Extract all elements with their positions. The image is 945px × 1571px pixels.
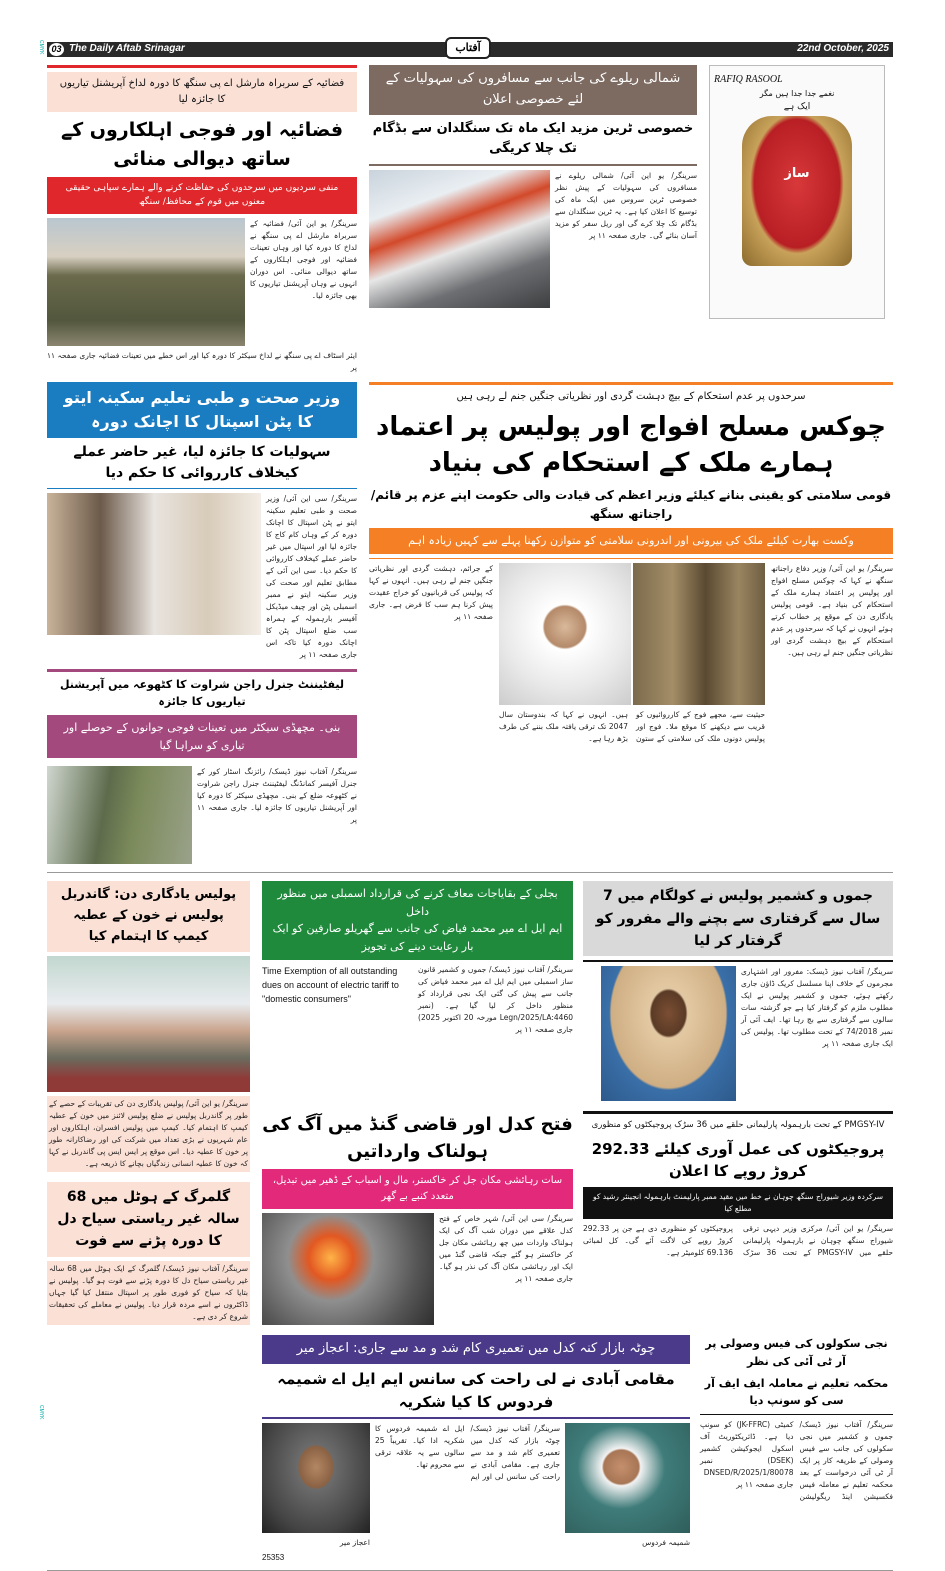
print-mark: CMYK bbox=[38, 40, 44, 55]
blood-body: سرینگر/ یو این آئی/ پولیس یادگاری دن کی تقریبات کے حصے کے طور پر گاندربل پولیس نے ضلع پولیس لائنز میں خون کے عطیہ کیمپ کا اہتمام کیا۔ کیمپ میں پولیس افسران، اہلکاروں اور عام شہریوں نے بڑی تعداد میں شرکت کی اور رضاکارانہ طور پر خون کا عطیہ دیا۔ اس موقع پر ایس ایس پی گاندربل نے کہا کہ خون کا عطیہ انسانی زندگیاں بچانے کا ذریعہ ہے۔ bbox=[47, 1096, 250, 1172]
divider bbox=[47, 488, 357, 489]
chattabal-subheadline: مقامی آبادی نے لی راحت کی سانس ایم ایل اے شمیمہ فردوس کا کیا شکریہ bbox=[277, 1370, 675, 1411]
fire-photo bbox=[262, 1213, 434, 1325]
electricity-subheadline: ایم ایل اے میر محمد فیاض کی جانب سے گھریلو صارفین کو ایک بار رعایت دینے کی تجویز bbox=[272, 922, 563, 953]
main-story bbox=[369, 382, 893, 745]
airforce-headline: فضائیہ اور فوجی اہلکاروں کے ساتھ دیوالی منائی bbox=[60, 119, 344, 170]
fire-body: سرینگر/ سی این آئی/ شہر خاص کے فتح کدل علاقے میں دوران شب آگ کی ایک ہولناک واردات میں چھ رہائشی مکان جل کر خاکستر ہو گئے جبکہ قاضی گنڈ میں ایک اور رہائشی مکان آگ کی نذر ہو گیا۔ جاری صفحہ ۱۱ پر bbox=[439, 1214, 573, 1284]
ajaz-mir-figure bbox=[262, 1423, 370, 1562]
divider bbox=[700, 1414, 893, 1415]
divider bbox=[369, 558, 893, 559]
parade-photo bbox=[633, 563, 765, 705]
airforce-body: سرینگر/ یو این آئی/ فضائیہ کے سربراہ مارشل اے پی سنگھ نے لداخ کا دورہ کیا اور وہاں تعینات فضائیہ اور فوجی اہلکاروں کے ساتھ دیوالی منائی۔ اس دوران انہوں نے وہاں آپریشنل تیاریوں کا بھی جائزہ لیا۔ bbox=[250, 218, 357, 300]
electricity-story bbox=[262, 881, 573, 1035]
hospital-subheadline: سہولیات کا جائزہ لیا، غیر حاضر عملے کیخلاف کارروائی کا حکم دیا bbox=[73, 443, 331, 481]
main-content bbox=[369, 563, 893, 745]
bottom-row-a bbox=[262, 881, 893, 1101]
hospital-photo bbox=[47, 493, 261, 635]
schools-kicker: نجی سکولوں کی فیس وصولی پر آر ٹی آئی کی نظر bbox=[705, 1337, 888, 1368]
main-headline: چوکس مسلح افواج اور پولیس پر اعتماد ہمارے ملک کے استحکام کی بنیاد bbox=[375, 411, 886, 479]
railway-headline: شمالی ریلوے کی جانب سے مسافروں کی سہولیات کے لئے خصوصی اعلان bbox=[369, 65, 697, 115]
schools-body: سرینگر/ آفتاب نیوز ڈیسک/ جموں و کشمیر میں نجی سکولوں کی جانب سے فیس وصولی کے طریقہ کار پر ایک آر ٹی آئی درخواست کے بعد محکمہ تعلیم نے معاملہ فیس فکسیشن اینڈ ریگولیشن کمیٹی (JK-FFRC) کو سونپ دیا ہے۔ ڈائریکٹوریٹ آف اسکول ایجوکیشن کشمیر (DSEK) نمبر 1/80078/DNSED/R/2025 جاری صفحہ ۱۱ پر bbox=[700, 1419, 893, 1501]
general-photo bbox=[47, 766, 192, 864]
electricity-headline-box bbox=[262, 881, 573, 959]
fire-strap: سات رہائشی مکان جل کر خاکستر، مال و اسباب کے ڈھیر میں تبدیل، متعدد کنبے بے گھر bbox=[262, 1169, 573, 1209]
editorial-cartoon bbox=[709, 65, 885, 319]
bottom-row-c bbox=[262, 1335, 893, 1562]
main-center bbox=[499, 563, 765, 745]
row-top bbox=[47, 65, 893, 374]
cartoon-caption-top: نغمے جدا جدا ہیں مگر bbox=[759, 89, 835, 98]
general-headline: لیفٹیننٹ جنرل راجن شراوت کا کٹھوعہ میں آپریشنل تیاریوں کا جائزہ bbox=[59, 677, 345, 709]
gulmarg-body: سرینگر/ آفتاب نیوز ڈیسک/ گلمرگ کے ایک ہوٹل میں 68 سالہ غیر ریاستی سیاح دل کا دورہ پڑنے سے فوت ہو گیا۔ پولیس نے بتایا کہ سیاح کو فوری طور پر اسپتال منتقل کیا گیا جہاں ڈاکٹروں نے اسے مردہ قرار دیا۔ پولیس نے معاملے کی تحقیقات شروع کر دی ہے۔ bbox=[47, 1261, 250, 1325]
print-mark-bottom: CMYK bbox=[38, 1405, 44, 1420]
page-number: 03 bbox=[49, 43, 64, 56]
left-middle-column bbox=[47, 382, 357, 864]
airforce-story bbox=[47, 65, 357, 374]
divider bbox=[47, 669, 357, 672]
row-middle bbox=[47, 382, 893, 864]
electricity-content bbox=[262, 964, 573, 1036]
cartoon-caption-word: ساز bbox=[784, 166, 810, 181]
airforce-caption: ایئر اسٹاف اے پی سنگھ نے لداخ سیکٹر کا دورہ کیا اور اس خطے میں تعینات فضائیہ جاری صفحہ ۱۱ پر bbox=[47, 350, 357, 372]
airforce-kicker: فضائیہ کے سربراہ مارشل اے پی سنگھ کا دورہ لداخ آپریشنل تیاریوں کا جائزہ لیا bbox=[47, 72, 357, 112]
railway-photo bbox=[369, 170, 550, 308]
main-body-col3: کے جرائم، دہشت گردی اور نظریاتی جنگیں جنم لے رہی ہیں۔ انہوں نے کہا کہ پولیس کی قربانیوں کو خراج عقیدت پیش کرنا ہم سب کا فرض ہے۔ جاری صفحہ ۱۱ پر bbox=[369, 563, 493, 621]
chattabal-body: سرینگر/ آفتاب نیوز ڈیسک/ چوٹہ بازار کنہ کدل میں تعمیری کام شد و مد سے جاری ہے۔ مقامی آبادی نے راحت کی سانس لی اور ایم ایل اے شمیمہ فردوس کا شکریہ ادا کیا۔ تقریباً 25 سالوں سے یہ علاقہ ترقی سے محروم تھا۔ bbox=[375, 1424, 560, 1482]
blood-headline: پولیس یادگاری دن: گاندربل پولیس نے خون کے عطیہ کیمپ کا اہتمام کیا bbox=[47, 881, 250, 951]
electricity-body: سرینگر/ آفتاب نیوز ڈیسک/ جموں و کشمیر قانون ساز اسمبلی میں ایم ایل اے میر محمد فیاض کی جانب سے پیش کی گئی ایک نجی قرارداد کو منظور داخل کر لیا گیا ہے۔ (نمبر Legn/2025/LA:4460 مورخہ 20 اکتوبر 2025) جاری صفحہ ۱۱ پر bbox=[418, 964, 573, 1034]
railway-body: سرینگر/ یو این آئی/ شمالی ریلوے نے مسافروں کی سہولیات کے پیش نظر خصوصی ٹرین سروس میں ایک ماہ کی توسیع کا اعلان کیا ہے۔ یہ ٹرین سنگلدان سے بڈگام تک چلا کرے گی اور ریل سفر کو مزید آسان بنائے گی۔ جاری صفحہ ۱۱ پر bbox=[555, 171, 697, 241]
arrest-photo bbox=[601, 966, 736, 1101]
chattabal-photo-caption-1: اعجاز میر bbox=[339, 1538, 370, 1548]
fire-headline: فتح کدل اور قاضی گنڈ میں آگ کی ہولناک وارداتیں bbox=[262, 1114, 573, 1163]
chattabal-story bbox=[262, 1335, 690, 1562]
railway-content bbox=[369, 170, 697, 308]
cartoonist-signature: RAFIQ RASOOL bbox=[714, 74, 783, 85]
divider bbox=[47, 872, 893, 873]
airforce-photo bbox=[47, 218, 245, 346]
main-kicker: سرحدوں پر عدم استحکام کے بیچ دہشت گردی اور نظریاتی جنگیں جنم لے رہی ہیں bbox=[456, 390, 806, 402]
rajnath-photo bbox=[499, 563, 631, 705]
hospital-headline: وزیر صحت و طبی تعلیم سکینہ ایتو کا پٹن اسپتال کا اچانک دورہ bbox=[47, 382, 357, 438]
divider bbox=[47, 65, 357, 68]
throne-icon bbox=[742, 116, 852, 266]
cartoon-caption-bottom: ایک ہے bbox=[783, 102, 811, 112]
main-subheadline: قومی سلامتی کو یقینی بنانے کیلئے وزیر اعظم کی قیادت والی حکومت اپنے عزم پر قائم/ راجناتھ سنگھ bbox=[370, 487, 892, 521]
fire-story bbox=[262, 1111, 573, 1325]
general-body: سرینگر/ آفتاب نیوز ڈیسک/ رائزنگ اسٹار کور کے جنرل آفیسر کمانڈنگ لیفٹیننٹ جنرل راجن شراوت نے کٹھوعہ ضلع کے بنی۔ مچھڈی سیکٹر کا دورہ کیا اور آپریشنل تیاریوں کا جائزہ لیا۔ جاری صفحہ ۱۱ پر bbox=[197, 767, 357, 825]
arrest-story bbox=[583, 881, 893, 1101]
arrest-body: سرینگر/ آفتاب نیوز ڈیسک: مفرور اور اشتہاری مجرموں کے خلاف اپنا مسلسل کریک ڈاؤن جاری رکھتے ہوئے، جموں و کشمیر پولیس نے ایک مطلوب ملزم کو گرفتار کیا ہے جو گزشتہ سات سالوں سے گرفتاری سے بچ رہا تھا۔ ایف آئی آر نمبر 74/2018 کے تحت مطلوب تھا۔ پولیس کی ایک جاری صفحہ ۱۱ پر bbox=[741, 967, 893, 1049]
divider bbox=[369, 164, 697, 166]
railway-subheadline: خصوصی ٹرین مزید ایک ماہ تک سنگلدان سے بڈگام تک چلا کریگی bbox=[372, 120, 694, 157]
main-body-col2: حیثیت سے، مجھے فوج کے کارروائیوں کو قریب سے دیکھنے کا موقع ملا۔ فوج اور پولیس دونوں ملک کی سلامتی کے ستون ہیں۔ انہوں نے کہا کہ بندوستان سال 2047 تک ترقی یافتہ ملک بننے کی طرف بڑھ رہا ہے۔ bbox=[499, 709, 765, 743]
pmgsy-strap: سرکردہ وزیر شیوراج سنگھ چوہان نے خط میں مقید ممبر پارلیمنٹ بارہمولہ انجینئر رشید کو مطلع کیا bbox=[583, 1187, 893, 1219]
right-bottom-area bbox=[262, 881, 893, 1562]
left-bottom-column bbox=[47, 881, 250, 1325]
divider bbox=[583, 960, 893, 962]
divider bbox=[369, 382, 893, 385]
main-photos bbox=[499, 563, 765, 705]
railway-story bbox=[369, 65, 697, 308]
arrest-content bbox=[583, 966, 893, 1101]
chattabal-content bbox=[262, 1423, 690, 1562]
bottom-row-b bbox=[262, 1111, 893, 1325]
gulmarg-headline: گلمرگ کے ہوٹل میں 68 سالہ غیر ریاستی سیاح دل کا دورہ پڑنے سے فوت bbox=[47, 1182, 250, 1257]
divider bbox=[583, 1111, 893, 1114]
electricity-body-english: Time Exemption of all outstanding dues on account of electric tariff to "domestic consumers" bbox=[262, 965, 399, 1004]
masthead-bar bbox=[47, 42, 893, 57]
main-body-col1: سرینگر/ یو این آئی/ وزیر دفاع راجناتھ سنگھ نے کہا کہ چوکس مسلح افواج اور پولیس پر اعتماد ہمارے ملک کے استحکام کی بنیاد ہے۔ قومی پولیس یادگاری دن کے موقع پر خطاب کرتے ہوئے انہوں نے کہا کہ سرحدوں پر عدم استحکام کے بیچ دہشت گردی اور نظریاتی جنگیں جنم لے رہی ہیں۔ bbox=[771, 563, 893, 657]
fire-content bbox=[262, 1213, 573, 1325]
divider bbox=[262, 1417, 690, 1419]
hospital-content bbox=[47, 493, 357, 661]
airforce-content bbox=[47, 218, 357, 346]
chattabal-photo-caption-2: شمیمہ فردوس bbox=[642, 1538, 690, 1548]
general-strap: بنی۔ مچھڈی سیکٹر میں تعینات فوجی جوانوں کے حوصلے اور تیاری کو سراہا گیا bbox=[47, 715, 357, 758]
page-content bbox=[47, 65, 893, 1571]
general-content bbox=[47, 766, 357, 864]
arrest-headline: جموں و کشمیر پولیس نے کولگام میں 7 سال سے گرفتاری سے بچنے والے مفرور کو گرفتار کر لیا bbox=[583, 881, 893, 956]
airforce-strap: منفی سردیوں میں سرحدوں کی حفاظت کرنے والے ہمارے سپاہی حقیقی معنوں میں قوم کے محافظ/ سنگھ bbox=[47, 177, 357, 214]
pmgsy-story bbox=[583, 1111, 893, 1258]
pmgsy-kicker: PMGSY-IV کے تحت بارہمولہ پارلیمانی حلقے میں 36 سڑک پروجیکٹوں کو منظوری bbox=[591, 1120, 885, 1131]
shamima-firdous-photo bbox=[565, 1423, 690, 1533]
row-bottom bbox=[47, 881, 893, 1562]
electricity-headline: بجلی کے بقایاجات معاف کرنے کی قرارداد اسمبلی میں منظور داخل bbox=[277, 887, 558, 918]
chattabal-headline: چوٹہ بازار کنہ کدل میں تعمیری کام شد و مد سے جاری: اعجاز میر bbox=[262, 1335, 690, 1364]
pmgsy-body: سرینگر/ یو این آئی/ مرکزی وزیر دیہی ترقی شیوراج سنگھ چوہان نے بارہمولہ پارلیمانی حلقے میں PMGSY-IV کے تحت 36 سڑک پروجیکٹوں کو منظوری دی ہے جن پر 292.33 کروڑ روپے کی لاگت آئے گی۔ کل لمبائی 69.136 کلومیٹر ہے۔ bbox=[583, 1223, 893, 1257]
chattabal-code: 25353 bbox=[262, 1553, 285, 1563]
schools-story bbox=[700, 1335, 893, 1502]
main-strap: وکست بھارت کیلئے ملک کی بیرونی اور اندرونی سلامتی کو متوازن رکھنا پہلے سے کہیں زیادہ اہم bbox=[369, 528, 893, 554]
hospital-body: سرینگر/ سی این آئی/ وزیر صحت و طبی تعلیم سکینہ ایتو نے پٹن اسپتال کا اچانک دورہ کر کے وہاں کام کاج کا جائزہ لیا اور اسپتال میں غیر حاضر عملے کیخلاف کارروائی کا حکم دیا۔ سی این آئی کے مطابق تعلیم اور صحت کی وزیر سکینہ ایتو نے ممبر اسمبلی پٹن اور چیف میڈیکل آفیسر بارہمولہ کے ہمراہ سب ضلع اسپتال پٹن کا اچانک دورہ کیا تاکہ اس جاری صفحہ ۱۱ پر bbox=[266, 493, 357, 659]
paper-name: The Daily Aftab Srinagar bbox=[69, 43, 185, 54]
newspaper-logo: آفتاب bbox=[445, 37, 491, 59]
schools-headline: محکمہ تعلیم نے معاملہ ایف ایف آر سی کو سونپ دیا bbox=[704, 1376, 889, 1408]
ajaz-mir-photo bbox=[262, 1423, 370, 1533]
issue-date: 22nd October, 2025 bbox=[797, 43, 889, 54]
shamima-figure bbox=[565, 1423, 690, 1549]
blood-camp-photo bbox=[47, 956, 250, 1092]
pmgsy-headline: پروجیکٹوں کی عمل آوری کیلئے 292.33 کروڑ روپے کا اعلان bbox=[591, 1139, 885, 1181]
